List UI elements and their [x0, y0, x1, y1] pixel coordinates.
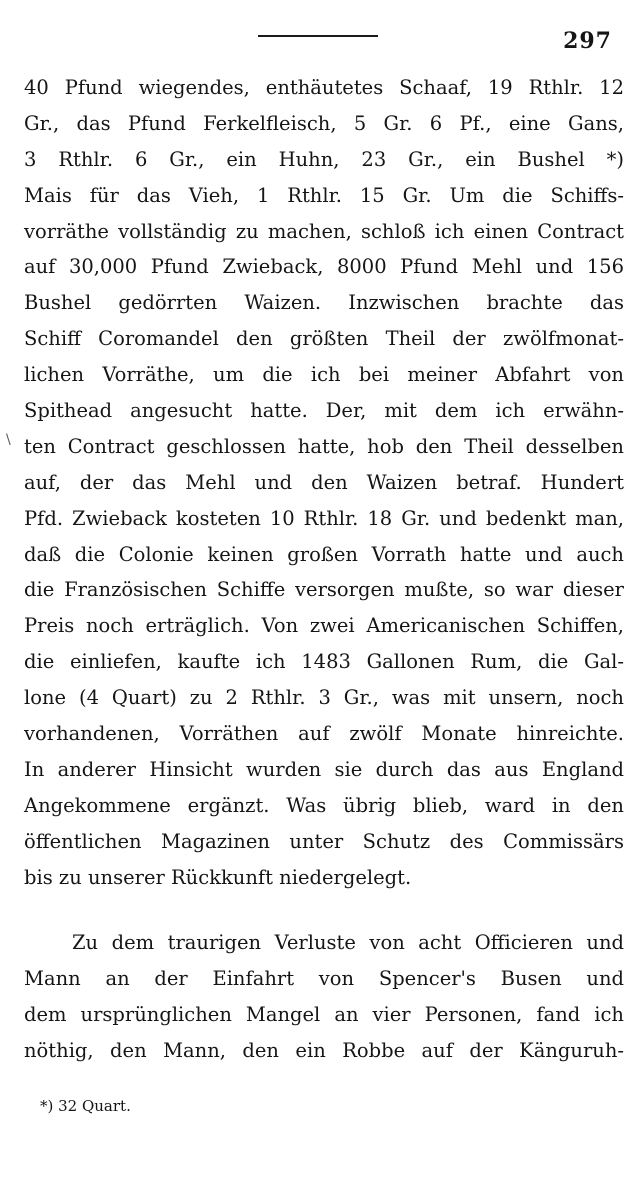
- text-line: ten Contract geschlossen hatte, hob den Theil desselben: [24, 434, 624, 458]
- text-line: lone (4 Quart) zu 2 Rthlr. 3 Gr., was mit unsern, noch: [24, 686, 624, 710]
- text-line: auf 30,000 Pfund Zwieback, 8000 Pfund Mehl und 156: [24, 255, 624, 279]
- footnote: *) 32 Quart.: [40, 1097, 131, 1115]
- page-number: 297: [563, 28, 612, 54]
- text-line: dem ursprünglichen Mangel an vier Personen, fand ich: [24, 1003, 624, 1027]
- text-line: Zu dem traurigen Verluste von acht Officieren und: [72, 931, 624, 955]
- text-line: Bushel gedörrten Waizen. Inzwischen brachte das: [24, 291, 624, 315]
- text-line: 3 Rthlr. 6 Gr., ein Huhn, 23 Gr., ein Bushel *): [24, 147, 624, 171]
- text-line: Mais für das Vieh, 1 Rthlr. 15 Gr. Um die Schiffs-: [24, 183, 624, 207]
- text-line: Mann an der Einfahrt von Spencer's Busen und: [24, 967, 624, 991]
- text-line: Angekommene ergänzt. Was übrig blieb, ward in den: [24, 793, 624, 817]
- text-line: bis zu unserer Rückkunft niedergelegt.: [24, 865, 412, 889]
- text-line: auf, der das Mehl und den Waizen betraf. Hundert: [24, 470, 624, 494]
- text-line: daß die Colonie keinen großen Vorrath hatte und auch: [24, 542, 624, 566]
- text-line: Preis noch erträglich. Von zwei Americanischen Schiffen,: [24, 614, 624, 638]
- text-line: die Französischen Schiffe versorgen mußte, so war dieser: [24, 578, 624, 602]
- text-line: In anderer Hinsicht wurden sie durch das aus England: [24, 757, 624, 781]
- text-line: 40 Pfund wiegendes, enthäutetes Schaaf, 19 Rthlr. 12: [24, 76, 624, 99]
- paragraph-2: [24, 925, 624, 1069]
- text-line: vorräthe vollständig zu machen, schloß ich einen Contract: [24, 219, 624, 243]
- text-line: vorhandenen, Vorräthen auf zwölf Monate hinreichte.: [24, 722, 624, 746]
- text-line: Gr., das Pfund Ferkelfleisch, 5 Gr. 6 Pf., eine Gans,: [24, 111, 624, 135]
- margin-mark: \: [6, 432, 11, 448]
- paragraph-1: [24, 70, 624, 895]
- header-rule: [258, 35, 378, 37]
- text-line: lichen Vorräthe, um die ich bei meiner Abfahrt von: [24, 363, 624, 387]
- text-line: die einliefen, kaufte ich 1483 Gallonen Rum, die Gal-: [24, 650, 624, 674]
- page-body: [24, 70, 624, 1069]
- text-line: Spithead angesucht hatte. Der, mit dem ich erwähn-: [24, 399, 624, 423]
- text-line: Schiff Coromandel den größten Theil der zwölfmonat-: [24, 327, 624, 351]
- text-line: Pfd. Zwieback kosteten 10 Rthlr. 18 Gr. und bedenkt man,: [24, 506, 624, 530]
- paragraph-gap: [24, 895, 624, 925]
- text-line: nöthig, den Mann, den ein Robbe auf der Känguruh-: [24, 1039, 624, 1063]
- text-line: öffentlichen Magazinen unter Schutz des Commissärs: [24, 829, 624, 853]
